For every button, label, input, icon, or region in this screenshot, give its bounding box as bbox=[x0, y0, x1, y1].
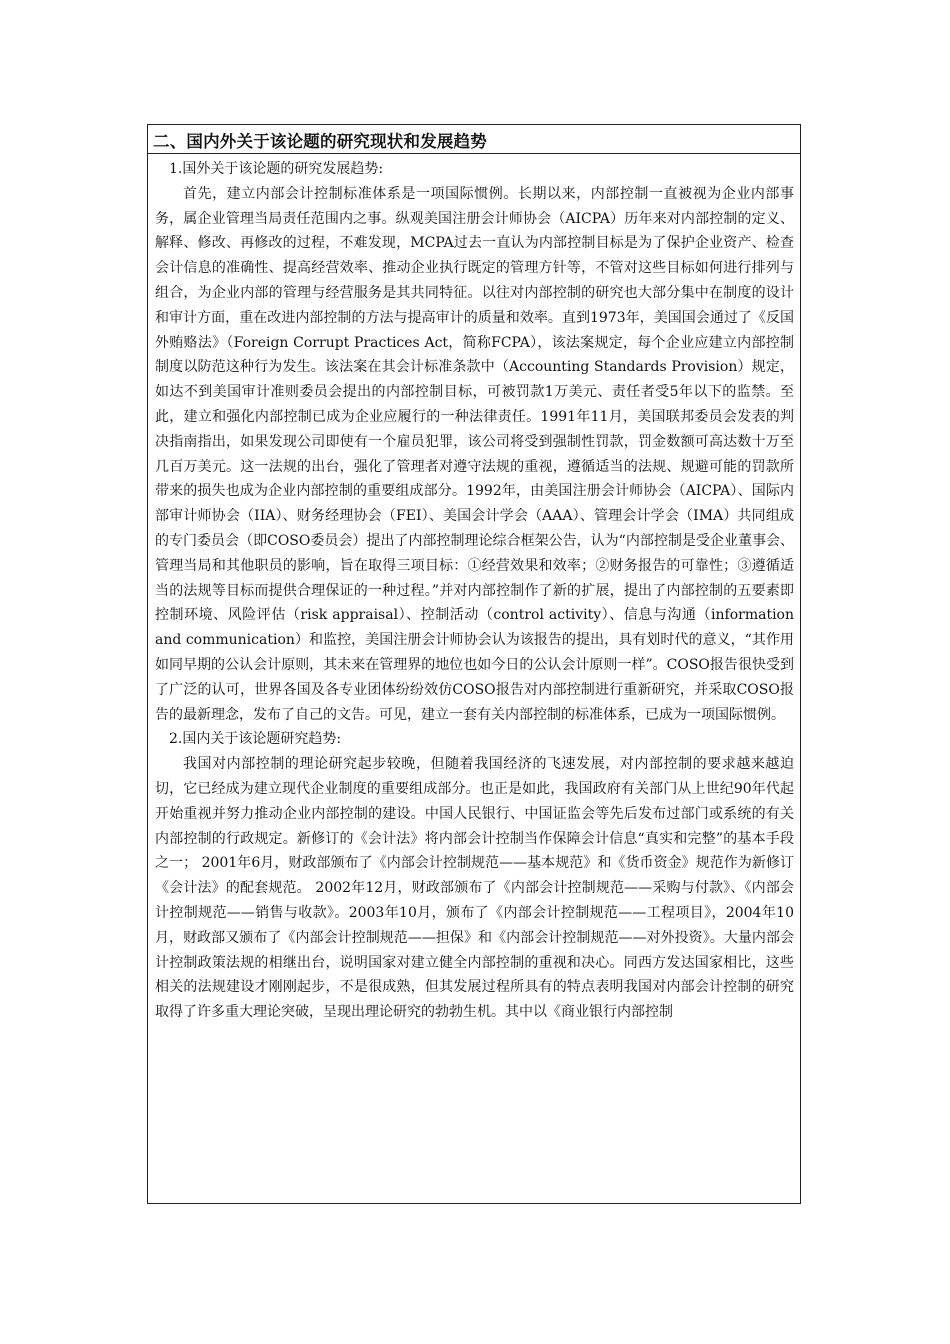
paragraph-foreign-research: 首先，建立内部会计控制标准体系是一项国际惯例。长期以来，内部控制一直被视为企业内部事务，属企业管理当局责任范围内之事。纵观美国注册会计师协会（AICPA）历年来对内部控制的定义、解释、修改、再修改的过程，不难发现，MCPA过去一直认为内部控制目标是为了保护企业资产、检查会计信息的准确性、提高经营效率、推动企业执行既定的管理方针等，不管对这些目标如何进行排列与组合，为企业内部的管理与经营服务是其共同特征。以往对内部控制的研究也大部分集中在制度的设计和审计方面，重在改进内部控制的方法与提高审计的质量和效率。直到1973年，美国国会通过了《反国外贿赂法》（Foreign Corrupt Practices Act，简称FCPA），该法案规定，每个企业应建立内部控制制度以防范这种行为发生。该法案在其会计标准条款中（Accounting Standards Provision）规定，如达不到美国审计准则委员会提出的内部控制目标，可被罚款1万美元、责任者受5年以下的监禁。至此，建立和强化内部控制已成为企业应履行的一种法律责任。1991年11月，美国联邦委员会发表的判决指南指出，如果发现公司即使有一个雇员犯罪，该公司将受到强制性罚款，罚金数额可高达数十万至几百万美元。这一法规的出台，强化了管理者对遵守法规的重视，遵循适当的法规、规避可能的罚款所带来的损失也成为企业内部控制的重要组成部分。1992年，由美国注册会计师协会（AICPA）、国际内部审计师协会（IIA）、财务经理协会（FEI）、美国会计学会（AAA）、管理会计学会（IMA）共同组成的专门委员会（即COSO委员会）提出了内部控制理论综合框架公告，认为“内部控制是受企业董事会、管理当局和其他职员的影响，旨在取得三项目标：①经营效果和效率；②财务报告的可靠性；③遵循适当的法规等目标而提供合理保证的一种过程。”并对内部控制作了新的扩展，提出了内部控制的五要素即控制环境、风险评估（risk appraisal）、控制活动（control activity）、信息与沟通（information and communication）和监控，美国注册会计师协会认为该报告的提出，具有划时代的意义，“其作用如同早期的公认会计原则，其未来在管理界的地位也如今日的公认会计原则一样”。COSO报告很快受到了广泛的认可，世界各国及各专业团体纷纷效仿COSO报告对内部控制进行重新研究，并采取COSO报告的最新理念，发布了自己的文告。可见，建立一套有关内部控制的标准体系，已成为一项国际惯例。 bbox=[155, 185, 794, 723]
subsection-heading-foreign: 1.国外关于该论题的研究发展趋势: bbox=[169, 161, 384, 177]
document-table bbox=[147, 124, 801, 1204]
subsection-heading-domestic: 2.国内关于该论题研究趋势: bbox=[169, 731, 342, 748]
section-title: 二、国内外关于该论题的研究现状和发展趋势 bbox=[148, 125, 800, 154]
section-body bbox=[148, 154, 800, 1025]
paragraph-domestic-research: 我国对内部控制的理论研究起步较晚，但随着我国经济的飞速发展，对内部控制的要求越来越迫切，它已经成为建立现代企业制度的重要组成部分。也正是如此，我国政府有关部门从上世纪90年代起开始重视并努力推动企业内部控制的建设。中国人民银行、中国证监会等先后发布过部门或系统的有关内部控制的行政规定。新修订的《会计法》将内部会计控制当作保障会计信息“真实和完整”的基本手段之一； 2001年6月，财政部颁布了《内部会计控制规范——基本规范》和《货币资金》规范作为新修订《会计法》的配套规范。 2002年12月，财政部颁布了《内部会计控制规范——采购与付款》、《内部会计控制规范——销售与收款》。2003年10月，颁布了《内部会计控制规范——工程项目》，2004年10月，财政部又颁布了《内部会计控制规范——担保》和《内部会计控制规范——对外投资》。大量内部会计控制政策法规的相继出台，说明国家对建立健全内部控制的重视和决心。同西方发达国家相比，这些相关的法规建设才刚刚起步，不是很成熟，但其发展过程所具有的特点表明我国对内部会计控制的研究取得了许多重大理论突破，呈现出理论研究的勃勃生机。其中以《商业银行内部控制 bbox=[155, 756, 794, 1021]
